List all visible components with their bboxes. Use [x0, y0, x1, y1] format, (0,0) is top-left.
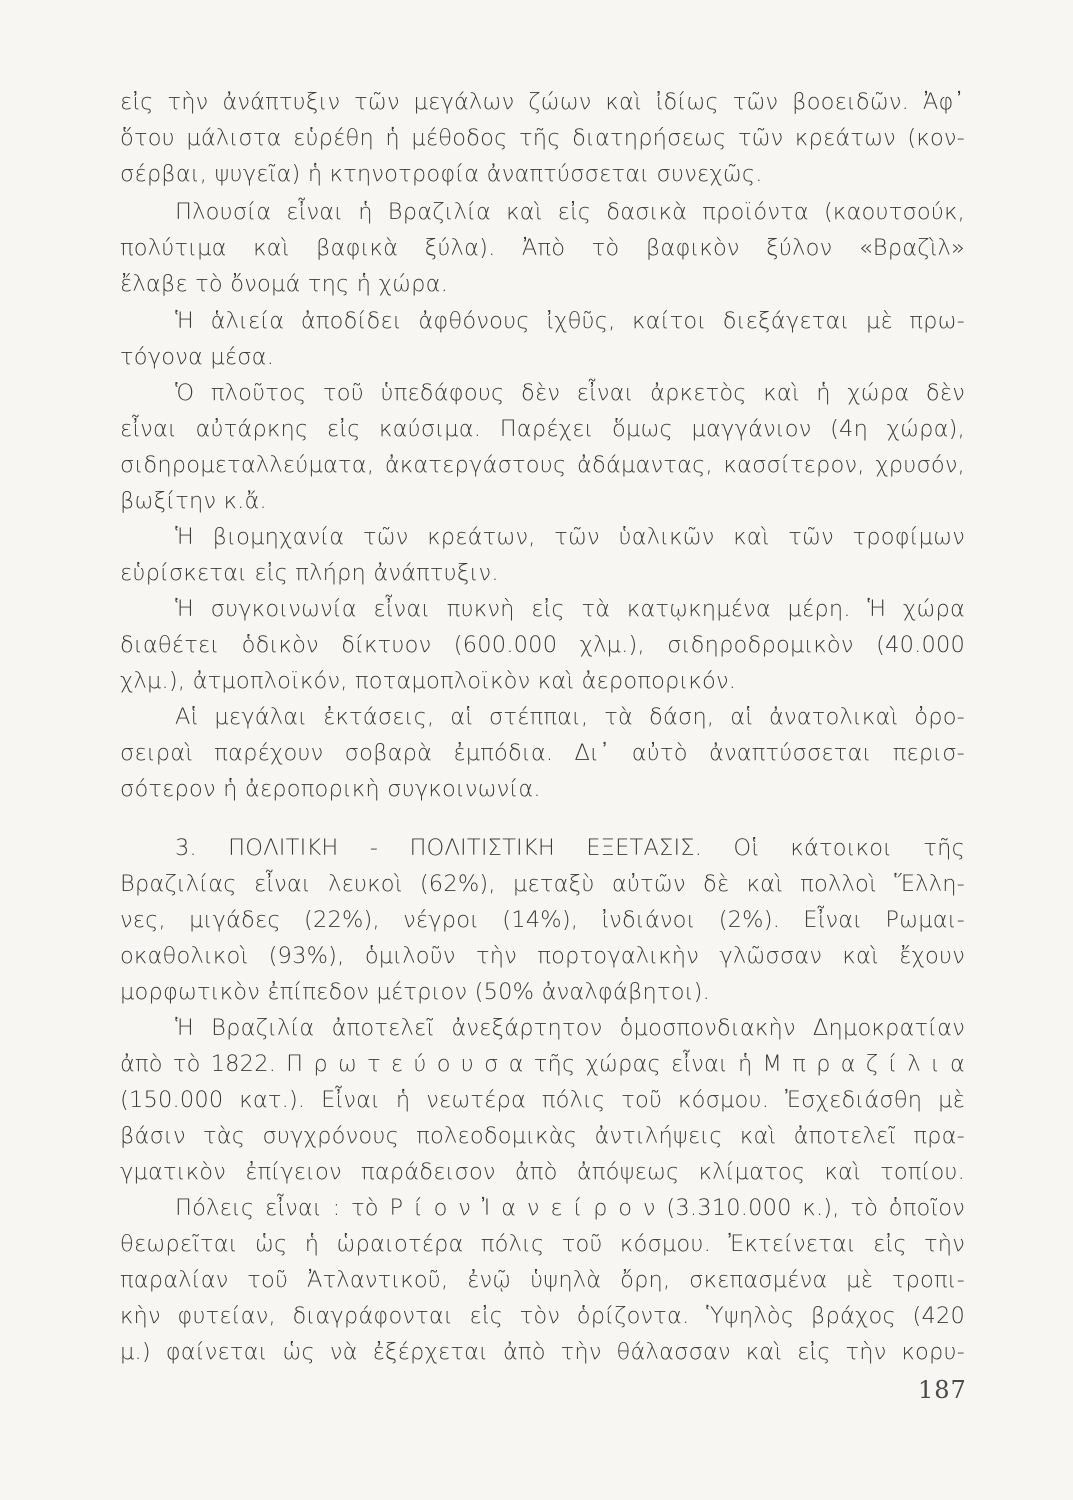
text-line: βωξίτην κ.ἄ.: [120, 488, 267, 514]
text-line: Πλουσία εἶναι ἡ Βραζιλία καὶ εἰς δασικὰ προϊόντα (καουτσούκ,: [175, 199, 965, 225]
text-line: νες, μιγάδες (22%), νέγροι (14%), ἰνδιάνοι (2%). Εἶναι Ρωμαι-: [120, 907, 965, 933]
text-line: βάσιν τὰς συγχρόνους πολεοδομικὰς ἀντιλήψεις καὶ ἀποτελεῖ πρα-: [120, 1123, 965, 1149]
text-line: Αἱ μεγάλαι ἐκτάσεις, αἱ στέππαι, τὰ δάση, αἱ ἀνατολικαὶ ὀρο-: [175, 704, 965, 730]
text-line: χλμ.), ἀτμοπλοϊκόν, ποταμοπλοϊκὸν καὶ ἀεροπορικόν.: [120, 668, 737, 694]
text-line: οκαθολικοὶ (93%), ὁμιλοῦν τὴν πορτογαλικὴν γλῶσσαν καὶ ἔχουν: [120, 943, 965, 969]
text-line: θεωρεῖται ὡς ἡ ὡραιοτέρα πόλις τοῦ κόσμου. Ἐκτείνεται εἰς τὴν: [120, 1231, 965, 1257]
text-line: Ἡ Βραζιλία ἀποτελεῖ ἀνεξάρτητον ὁμοσπονδιακὴν Δημοκρατίαν: [175, 1015, 965, 1041]
text-line: μορφωτικὸν ἐπίπεδον μέτριον (50% ἀναλφάβητοι).: [120, 979, 710, 1005]
text-line: Βραζιλίας εἶναι λευκοὶ (62%), μεταξὺ αὐτῶν δὲ καὶ πολλοὶ Ἕλλη-: [120, 871, 965, 897]
text-line: Ἡ ἁλιεία ἀποδίδει ἀφθόνους ἰχθῦς, καίτοι διεξάγεται μὲ πρω-: [175, 308, 965, 334]
text-line: γματικὸν ἐπίγειον παράδεισον ἀπὸ ἀπόψεως κλίματος καὶ τοπίου.: [120, 1159, 965, 1185]
page-number: 187: [918, 1376, 967, 1404]
text-line: Ἡ βιομηχανία τῶν κρεάτων, τῶν ὑαλικῶν καὶ τῶν τροφίμων: [175, 524, 965, 550]
text-line: πολύτιμα καὶ βαφικὰ ξύλα). Ἀπὸ τὸ βαφικὸν ξύλον «Βραζὶλ»: [120, 235, 965, 261]
text-line: Ἡ συγκοινωνία εἶναι πυκνὴ εἰς τὰ κατῳκημένα μέρη. Ἡ χώρα: [175, 596, 965, 622]
text-line: εἶναι αὐτάρκης εἰς καύσιμα. Παρέχει ὅμως μαγγάνιον (4η χώρα),: [120, 416, 965, 442]
text-line: διαθέτει ὁδικὸν δίκτυον (600.000 χλμ.), σιδηροδρομικὸν (40.000: [120, 632, 965, 658]
text-line: εἰς τὴν ἀνάπτυξιν τῶν μεγάλων ζώων καὶ ἰδίως τῶν βοοειδῶν. Ἀφ᾽: [120, 89, 965, 115]
section-heading-line: 3. ΠΟΛΙΤΙΚΗ - ΠΟΛΙΤΙΣΤΙΚΗ ΕΞΕΤΑΣΙΣ. Οἱ κάτοικοι τῆς: [175, 835, 965, 861]
text-line: σιδηρομεταλλεύματα, ἀκατεργάστους ἀδάμαντας, κασσίτερον, χρυσόν,: [120, 452, 965, 478]
text-line: σέρβαι, ψυγεῖα) ἡ κτηνοτροφία ἀναπτύσσεται συνεχῶς.: [120, 161, 763, 187]
text-line: Ὁ πλοῦτος τοῦ ὑπεδάφους δὲν εἶναι ἀρκετὸς καὶ ἡ χώρα δὲν: [175, 380, 965, 406]
text-line: μ.) φαίνεται ὡς νὰ ἐξέρχεται ἀπὸ τὴν θάλασσαν καὶ εἰς τὴν κορυ-: [120, 1339, 965, 1365]
text-line: Πόλεις εἶναι : τὸ Ρ ί ο ν Ἰ α ν ε ί ρ ο ν (3.310.000 κ.), τὸ ὁποῖον: [175, 1195, 965, 1221]
text-line: κὴν φυτείαν, διαγράφονται εἰς τὸν ὁρίζοντα. Ὑψηλὸς βράχος (420: [120, 1303, 965, 1329]
text-line: (150.000 κατ.). Εἶναι ἡ νεωτέρα πόλις τοῦ κόσμου. Ἐσχεδιάσθη μὲ: [120, 1087, 965, 1113]
text-line: τόγονα μέσα.: [120, 344, 275, 370]
text-line: ἀπὸ τὸ 1822. Π ρ ω τ ε ύ ο υ σ α τῆς χώρας εἶναι ἡ Μ π ρ α ζ ί λ ι α: [120, 1051, 965, 1077]
text-line: παραλίαν τοῦ Ἀτλαντικοῦ, ἐνῷ ὑψηλὰ ὄρη, σκεπασμένα μὲ τροπι-: [120, 1267, 965, 1293]
text-line: εὑρίσκεται εἰς πλήρη ἀνάπτυξιν.: [120, 560, 499, 586]
text-line: σότερον ἡ ἀεροπορικὴ συγκοινωνία.: [120, 776, 541, 802]
text-line: ὅτου μάλιστα εὑρέθη ἡ μέθοδος τῆς διατηρήσεως τῶν κρεάτων (κον-: [120, 125, 965, 151]
text-line: σειραὶ παρέχουν σοβαρὰ ἐμπόδια. Δι᾽ αὐτὸ ἀναπτύσσεται περισ-: [120, 740, 965, 766]
text-line: ἔλαβε τὸ ὄνομά της ἡ χώρα.: [120, 271, 449, 297]
